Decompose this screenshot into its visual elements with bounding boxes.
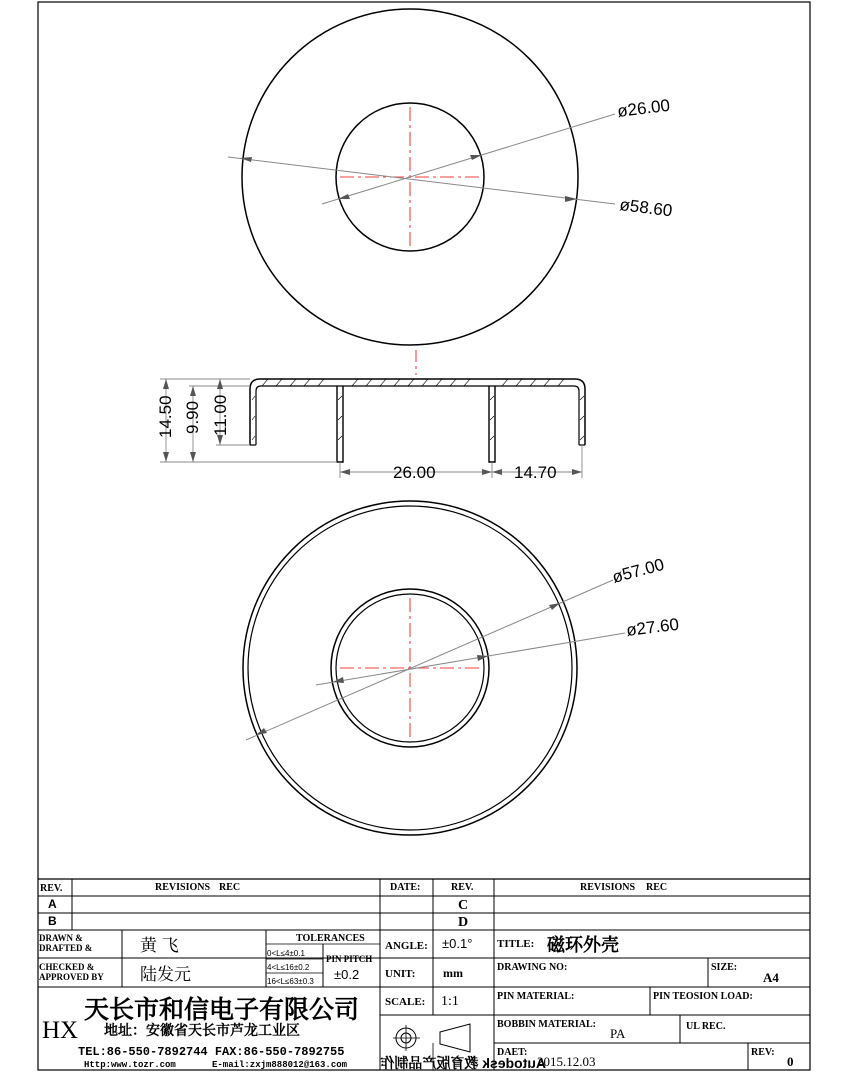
company-address: 地址：安徽省天长市芦龙工业区 [104,1022,300,1038]
revisions-header: REVISIONS [155,882,211,893]
dim-top-outer-diameter: ø58.60 [618,195,674,221]
revisions-header-2: REVISIONS [580,882,636,893]
checked-label-1: CHECKED & [39,962,95,972]
scale-value: 1:1 [441,994,459,1009]
rev-a: A [48,897,57,911]
rev-value: 0 [787,1054,794,1069]
rev-c: C [458,898,469,913]
rev-d: D [458,915,469,930]
pin-tension-label: PIN TEOSION LOAD: [653,991,753,1002]
rec-header: REC [219,882,241,893]
drawing-no-label: DRAWING NO: [497,962,568,973]
drawn-label-2: DRAFTED & [39,943,93,953]
drawn-label-1: DRAWN & [39,933,83,943]
company-web: Http:www.tozr.com [84,1060,176,1070]
dim-bottom-inner-diameter: ø27.60 [625,614,681,640]
pin-pitch-value: ±0.2 [334,967,360,982]
checked-name: 陆发元 [140,965,191,984]
section-inner-wall-left [337,386,343,462]
unit-value: mm [443,966,463,980]
dim-height-mid: 11.00 [211,394,230,436]
rev-label: REV: [751,1047,775,1058]
angle-label: ANGLE: [385,940,428,952]
date-value: 2015.12.03 [537,1054,596,1069]
tol-3: 16<L≤63±0.3 [267,977,314,986]
dim-height-inner: 9.90 [183,400,202,434]
top-inner-leader [322,114,615,204]
section-inner-profile [256,386,579,445]
rev-header-2: REV. [451,882,474,893]
pin-pitch-label: PIN PITCH [326,954,373,964]
dim-bottom-outer-diameter: ø57.00 [610,554,667,587]
title-label: TITLE: [497,938,535,950]
company-logo: HX [42,1017,79,1044]
dim-top-inner-diameter: ø26.00 [616,95,672,121]
tolerances-label: TOLERANCES [296,933,365,944]
dim-width-center: 26.00 [393,463,436,482]
pin-material-label: PIN MATERIAL: [497,991,575,1002]
bottom-view [243,501,680,835]
tol-1: 0<L≤4±0.1 [267,949,305,958]
top-view [228,9,673,345]
company-email: E-mail:zxjm888012@163.com [212,1060,348,1070]
section-outer-profile [250,379,585,445]
bottom-inner-leader [316,633,625,685]
rev-b: B [48,914,57,928]
company-name: 天长市和信电子有限公司 [84,996,360,1024]
drawn-name: 黄 飞 [140,936,179,955]
dim-width-side: 14.70 [514,463,557,482]
unit-label: UNIT: [385,968,416,980]
company-tel-fax: TEL:86-550-7892744 FAX:86-550-7892755 [78,1045,345,1059]
bobbin-material-value: PA [610,1026,626,1041]
angle-value: ±0.1° [442,936,473,951]
section-inner-wall-right [489,386,495,462]
autodesk-watermark: Autodesk 教育版产品制作 [380,1055,546,1071]
dim-height-total: 14.50 [156,395,175,438]
sheet-border [38,2,810,1070]
date-label: DAET: [497,1047,528,1058]
section-view [156,350,585,482]
top-outer-leader [228,157,615,204]
size-label: SIZE: [711,962,738,973]
size-value: A4 [763,970,779,985]
ul-rec-label: UL REC. [686,1021,726,1032]
rev-header: REV. [40,883,63,894]
bobbin-material-label: BOBBIN MATERIAL: [497,1019,596,1030]
scale-label: SCALE: [385,996,426,1008]
rec-header-2: REC [646,882,668,893]
tol-2: 4<L≤16±0.2 [267,963,310,972]
title-value: 磁环外壳 [547,935,619,955]
checked-label-2: APPROVED BY [39,972,104,982]
date-header: DATE: [390,882,421,893]
